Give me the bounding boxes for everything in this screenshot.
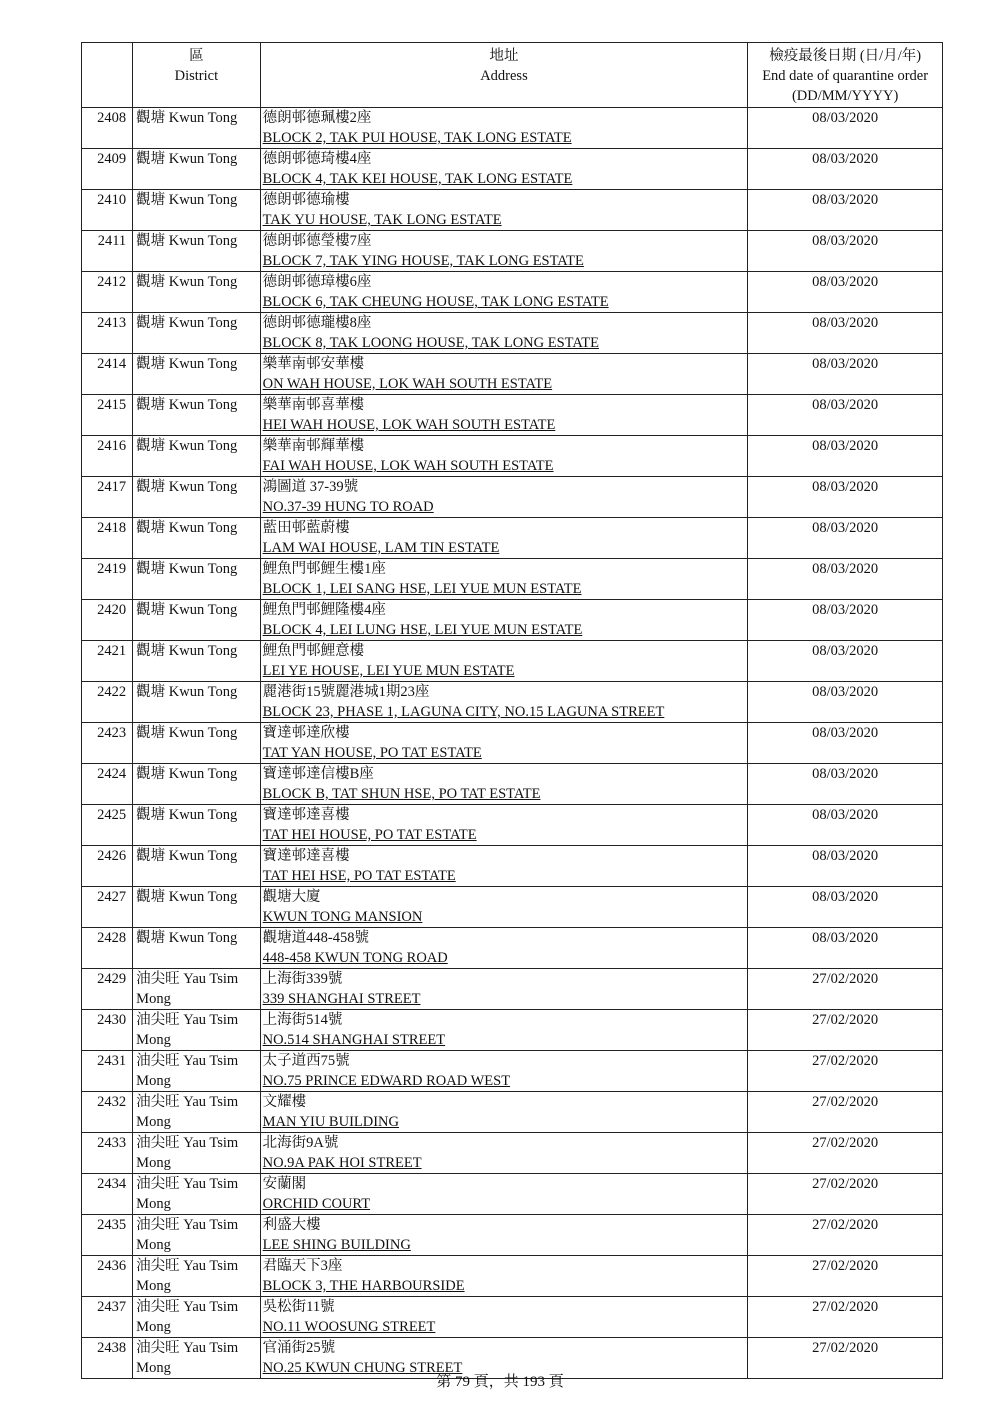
header-date-format: (DD/MM/YYYY): [791, 88, 899, 104]
row-address-en: NO.9A PAK HOI STREET: [262, 1155, 422, 1171]
table-row: [82, 723, 943, 764]
page-number: 第 79 頁，共 193 頁: [436, 1374, 564, 1390]
header-address-en: Address: [480, 68, 528, 84]
row-address-zh: 利盛大樓: [262, 1217, 321, 1233]
row-end-date: 27/02/2020: [748, 1256, 943, 1297]
row-address-en: LAM WAI HOUSE, LAM TIN ESTATE: [262, 540, 500, 556]
row-number: 2416: [82, 436, 133, 477]
header-date-en: End date of quarantine order: [762, 68, 929, 84]
row-number: 2410: [82, 190, 133, 231]
row-address: [260, 190, 748, 231]
row-district: 觀塘 Kwun Tong: [133, 846, 260, 887]
row-district: 油尖旺 Yau Tsim Mong: [133, 969, 260, 1010]
row-district: 油尖旺 Yau Tsim Mong: [133, 1256, 260, 1297]
row-address-en: TAT HEI HSE, PO TAT ESTATE: [262, 868, 456, 884]
table-row: [82, 477, 943, 518]
row-district: 觀塘 Kwun Tong: [133, 149, 260, 190]
header-number: [82, 43, 133, 108]
row-number: 2417: [82, 477, 133, 518]
row-district: 觀塘 Kwun Tong: [133, 887, 260, 928]
header-date-zh: 檢疫最後日期 (日/月/年): [769, 48, 922, 64]
row-end-date: 27/02/2020: [748, 1174, 943, 1215]
row-address-en: BLOCK 6, TAK CHEUNG HOUSE, TAK LONG ESTATE: [262, 294, 609, 310]
row-address-en: MAN YIU BUILDING: [262, 1114, 399, 1130]
table-row: [82, 764, 943, 805]
header-address-zh: 地址: [489, 48, 519, 64]
row-end-date: 08/03/2020: [748, 928, 943, 969]
row-address: [260, 887, 748, 928]
header-district-en: District: [174, 68, 219, 84]
row-end-date: 27/02/2020: [748, 1297, 943, 1338]
row-number: 2429: [82, 969, 133, 1010]
row-district: 觀塘 Kwun Tong: [133, 231, 260, 272]
table-row: [82, 641, 943, 682]
table-row: [82, 1133, 943, 1174]
row-address-zh: 德朗邨德瑩樓7座: [262, 233, 372, 249]
row-address-zh: 文耀樓: [262, 1094, 307, 1110]
row-address-zh: 寶達邨達喜樓: [262, 807, 350, 823]
header-district-zh: 區: [189, 48, 204, 64]
table-row: [82, 969, 943, 1010]
row-end-date: 27/02/2020: [748, 1215, 943, 1256]
row-address-en: KWUN TONG MANSION: [262, 909, 423, 925]
row-district: 觀塘 Kwun Tong: [133, 313, 260, 354]
row-address-en: NO.37-39 HUNG TO ROAD: [262, 499, 434, 515]
row-district: 觀塘 Kwun Tong: [133, 928, 260, 969]
row-address-en: BLOCK 4, LEI LUNG HSE, LEI YUE MUN ESTATE: [262, 622, 583, 638]
row-address-zh: 君臨天下3座: [262, 1258, 343, 1274]
row-number: 2427: [82, 887, 133, 928]
row-district: 觀塘 Kwun Tong: [133, 600, 260, 641]
row-number: 2423: [82, 723, 133, 764]
row-address: [260, 600, 748, 641]
row-address-zh: 麗港街15號麗港城1期23座: [262, 684, 430, 700]
row-district: 觀塘 Kwun Tong: [133, 682, 260, 723]
table-row: [82, 231, 943, 272]
row-address: [260, 846, 748, 887]
row-address-zh: 德朗邨德璋樓6座: [262, 274, 372, 290]
table-row: [82, 436, 943, 477]
table-row: [82, 600, 943, 641]
row-end-date: 08/03/2020: [748, 846, 943, 887]
row-number: 2424: [82, 764, 133, 805]
row-address-zh: 藍田邨藍蔚樓: [262, 520, 350, 536]
row-address: [260, 1174, 748, 1215]
row-end-date: 08/03/2020: [748, 723, 943, 764]
row-address-en: BLOCK 1, LEI SANG HSE, LEI YUE MUN ESTATE: [262, 581, 582, 597]
row-number: 2418: [82, 518, 133, 559]
row-address: [260, 764, 748, 805]
row-address-en: 448-458 KWUN TONG ROAD: [262, 950, 448, 966]
row-address: [260, 436, 748, 477]
row-end-date: 08/03/2020: [748, 764, 943, 805]
table-row: [82, 1256, 943, 1297]
row-address-en: BLOCK 7, TAK YING HOUSE, TAK LONG ESTATE: [262, 253, 584, 269]
table-row: [82, 846, 943, 887]
row-number: 2438: [82, 1338, 133, 1379]
row-number: 2408: [82, 108, 133, 149]
row-number: 2412: [82, 272, 133, 313]
row-address-en: BLOCK 2, TAK PUI HOUSE, TAK LONG ESTATE: [262, 130, 572, 146]
row-address: [260, 1215, 748, 1256]
row-address: [260, 723, 748, 764]
row-address: [260, 641, 748, 682]
table-row: [82, 108, 943, 149]
row-number: 2421: [82, 641, 133, 682]
row-address-en: BLOCK 23, PHASE 1, LAGUNA CITY, NO.15 LAGUNA STREET: [262, 704, 665, 720]
row-address-zh: 寶達邨達欣樓: [262, 725, 350, 741]
row-end-date: 08/03/2020: [748, 682, 943, 723]
row-end-date: 08/03/2020: [748, 354, 943, 395]
row-address: [260, 1051, 748, 1092]
row-district: 觀塘 Kwun Tong: [133, 190, 260, 231]
row-end-date: 08/03/2020: [748, 313, 943, 354]
row-district: 油尖旺 Yau Tsim Mong: [133, 1174, 260, 1215]
row-number: 2426: [82, 846, 133, 887]
row-address-zh: 吳松街11號: [262, 1299, 335, 1315]
row-number: 2411: [82, 231, 133, 272]
row-address: [260, 313, 748, 354]
row-address: [260, 354, 748, 395]
row-end-date: 08/03/2020: [748, 600, 943, 641]
row-number: 2430: [82, 1010, 133, 1051]
row-address-zh: 寶達邨達信樓B座: [262, 766, 374, 782]
row-district: 觀塘 Kwun Tong: [133, 641, 260, 682]
row-address: [260, 969, 748, 1010]
row-address: [260, 1092, 748, 1133]
row-address-en: ORCHID COURT: [262, 1196, 371, 1212]
row-end-date: 27/02/2020: [748, 1133, 943, 1174]
table-row: [82, 1051, 943, 1092]
row-number: 2409: [82, 149, 133, 190]
row-address-en: NO.25 KWUN CHUNG STREET: [262, 1360, 463, 1376]
table-header-row: [82, 43, 943, 108]
row-address: [260, 559, 748, 600]
table-row: [82, 928, 943, 969]
row-district: 油尖旺 Yau Tsim Mong: [133, 1297, 260, 1338]
header-address: [260, 43, 748, 108]
row-address: [260, 395, 748, 436]
row-end-date: 08/03/2020: [748, 272, 943, 313]
table-row: [82, 313, 943, 354]
row-district: 油尖旺 Yau Tsim Mong: [133, 1010, 260, 1051]
row-address-zh: 樂華南邨輝華樓: [262, 438, 365, 454]
row-address: [260, 149, 748, 190]
row-address: [260, 928, 748, 969]
row-district: 觀塘 Kwun Tong: [133, 477, 260, 518]
row-number: 2420: [82, 600, 133, 641]
row-end-date: 27/02/2020: [748, 969, 943, 1010]
row-address-en: NO.75 PRINCE EDWARD ROAD WEST: [262, 1073, 511, 1089]
table-row: [82, 190, 943, 231]
row-address-en: NO.11 WOOSUNG STREET: [262, 1319, 436, 1335]
table-row: [82, 518, 943, 559]
row-address-zh: 寶達邨達喜樓: [262, 848, 350, 864]
row-number: 2419: [82, 559, 133, 600]
row-address-en: BLOCK 3, THE HARBOURSIDE: [262, 1278, 465, 1294]
row-district: 觀塘 Kwun Tong: [133, 518, 260, 559]
row-address-zh: 上海街339號: [262, 971, 343, 987]
row-address-zh: 樂華南邨安華樓: [262, 356, 365, 372]
row-address-zh: 北海街9A號: [262, 1135, 339, 1151]
row-number: 2431: [82, 1051, 133, 1092]
row-district: 觀塘 Kwun Tong: [133, 436, 260, 477]
row-end-date: 08/03/2020: [748, 518, 943, 559]
row-district: 觀塘 Kwun Tong: [133, 723, 260, 764]
row-end-date: 08/03/2020: [748, 108, 943, 149]
table-row: [82, 149, 943, 190]
row-address: [260, 1133, 748, 1174]
row-address: [260, 682, 748, 723]
row-address-zh: 鯉魚門邨鯉意樓: [262, 643, 365, 659]
row-end-date: 08/03/2020: [748, 477, 943, 518]
header-district: [133, 43, 260, 108]
row-district: 油尖旺 Yau Tsim Mong: [133, 1133, 260, 1174]
row-address-zh: 德朗邨德琦樓4座: [262, 151, 372, 167]
row-address-en: LEI YE HOUSE, LEI YUE MUN ESTATE: [262, 663, 515, 679]
row-address-zh: 鴻圖道 37-39號: [262, 479, 359, 495]
row-end-date: 27/02/2020: [748, 1092, 943, 1133]
row-address: [260, 805, 748, 846]
row-address-zh: 觀塘道448-458號: [262, 930, 369, 946]
table-row: [82, 354, 943, 395]
row-district: 觀塘 Kwun Tong: [133, 354, 260, 395]
row-address-zh: 觀塘大廈: [262, 889, 321, 905]
row-number: 2428: [82, 928, 133, 969]
row-address-zh: 德朗邨德瑜樓: [262, 192, 350, 208]
row-address-en: 339 SHANGHAI STREET: [262, 991, 421, 1007]
row-address: [260, 108, 748, 149]
table-row: [82, 887, 943, 928]
row-address-en: TAT YAN HOUSE, PO TAT ESTATE: [262, 745, 482, 761]
row-number: 2434: [82, 1174, 133, 1215]
row-district: 觀塘 Kwun Tong: [133, 805, 260, 846]
row-district: 油尖旺 Yau Tsim Mong: [133, 1092, 260, 1133]
table-row: [82, 805, 943, 846]
row-number: 2413: [82, 313, 133, 354]
row-end-date: 08/03/2020: [748, 436, 943, 477]
row-district: 觀塘 Kwun Tong: [133, 764, 260, 805]
row-end-date: 08/03/2020: [748, 395, 943, 436]
row-end-date: 27/02/2020: [748, 1010, 943, 1051]
row-address-en: NO.514 SHANGHAI STREET: [262, 1032, 446, 1048]
row-address-zh: 安蘭閣: [262, 1176, 307, 1192]
table-row: [82, 272, 943, 313]
row-district: 油尖旺 Yau Tsim Mong: [133, 1338, 260, 1379]
row-district: 觀塘 Kwun Tong: [133, 108, 260, 149]
row-number: 2433: [82, 1133, 133, 1174]
quarantine-address-table: [81, 42, 943, 1379]
table-row: [82, 682, 943, 723]
row-address-zh: 上海街514號: [262, 1012, 343, 1028]
row-address: [260, 231, 748, 272]
table-row: [82, 559, 943, 600]
row-end-date: 27/02/2020: [748, 1338, 943, 1379]
row-district: 油尖旺 Yau Tsim Mong: [133, 1051, 260, 1092]
row-district: 觀塘 Kwun Tong: [133, 395, 260, 436]
row-address-en: BLOCK B, TAT SHUN HSE, PO TAT ESTATE: [262, 786, 541, 802]
row-address-en: TAK YU HOUSE, TAK LONG ESTATE: [262, 212, 502, 228]
row-address-zh: 德朗邨德瓏樓8座: [262, 315, 372, 331]
row-address: [260, 1256, 748, 1297]
table-row: [82, 395, 943, 436]
row-number: 2435: [82, 1215, 133, 1256]
row-end-date: 08/03/2020: [748, 190, 943, 231]
row-number: 2414: [82, 354, 133, 395]
table-row: [82, 1174, 943, 1215]
row-number: 2437: [82, 1297, 133, 1338]
row-end-date: 27/02/2020: [748, 1051, 943, 1092]
row-address: [260, 1297, 748, 1338]
row-address: [260, 272, 748, 313]
row-number: 2415: [82, 395, 133, 436]
row-district: 觀塘 Kwun Tong: [133, 559, 260, 600]
row-district: 油尖旺 Yau Tsim Mong: [133, 1215, 260, 1256]
row-address: [260, 477, 748, 518]
row-address-en: ON WAH HOUSE, LOK WAH SOUTH ESTATE: [262, 376, 553, 392]
row-address: [260, 518, 748, 559]
header-date: [748, 43, 943, 108]
row-end-date: 08/03/2020: [748, 231, 943, 272]
row-address-en: BLOCK 4, TAK KEI HOUSE, TAK LONG ESTATE: [262, 171, 573, 187]
row-address-en: BLOCK 8, TAK LOONG HOUSE, TAK LONG ESTATE: [262, 335, 599, 351]
row-number: 2436: [82, 1256, 133, 1297]
table-row: [82, 1215, 943, 1256]
row-address-zh: 鯉魚門邨鯉生樓1座: [262, 561, 386, 577]
row-number: 2425: [82, 805, 133, 846]
row-address-en: FAI WAH HOUSE, LOK WAH SOUTH ESTATE: [262, 458, 554, 474]
row-end-date: 08/03/2020: [748, 805, 943, 846]
row-address-zh: 官涌街25號: [262, 1340, 336, 1356]
row-address-zh: 樂華南邨喜華樓: [262, 397, 365, 413]
row-number: 2422: [82, 682, 133, 723]
row-number: 2432: [82, 1092, 133, 1133]
row-address-zh: 太子道西75號: [262, 1053, 350, 1069]
row-end-date: 08/03/2020: [748, 887, 943, 928]
row-end-date: 08/03/2020: [748, 149, 943, 190]
table-row: [82, 1092, 943, 1133]
row-address-en: HEI WAH HOUSE, LOK WAH SOUTH ESTATE: [262, 417, 556, 433]
row-end-date: 08/03/2020: [748, 641, 943, 682]
table-row: [82, 1297, 943, 1338]
table-row: [82, 1010, 943, 1051]
row-address-zh: 德朗邨德珮樓2座: [262, 110, 372, 126]
row-address-en: LEE SHING BUILDING: [262, 1237, 411, 1253]
row-district: 觀塘 Kwun Tong: [133, 272, 260, 313]
row-address: [260, 1010, 748, 1051]
row-end-date: 08/03/2020: [748, 559, 943, 600]
row-address-en: TAT HEI HOUSE, PO TAT ESTATE: [262, 827, 477, 843]
row-address-zh: 鯉魚門邨鯉隆樓4座: [262, 602, 386, 618]
